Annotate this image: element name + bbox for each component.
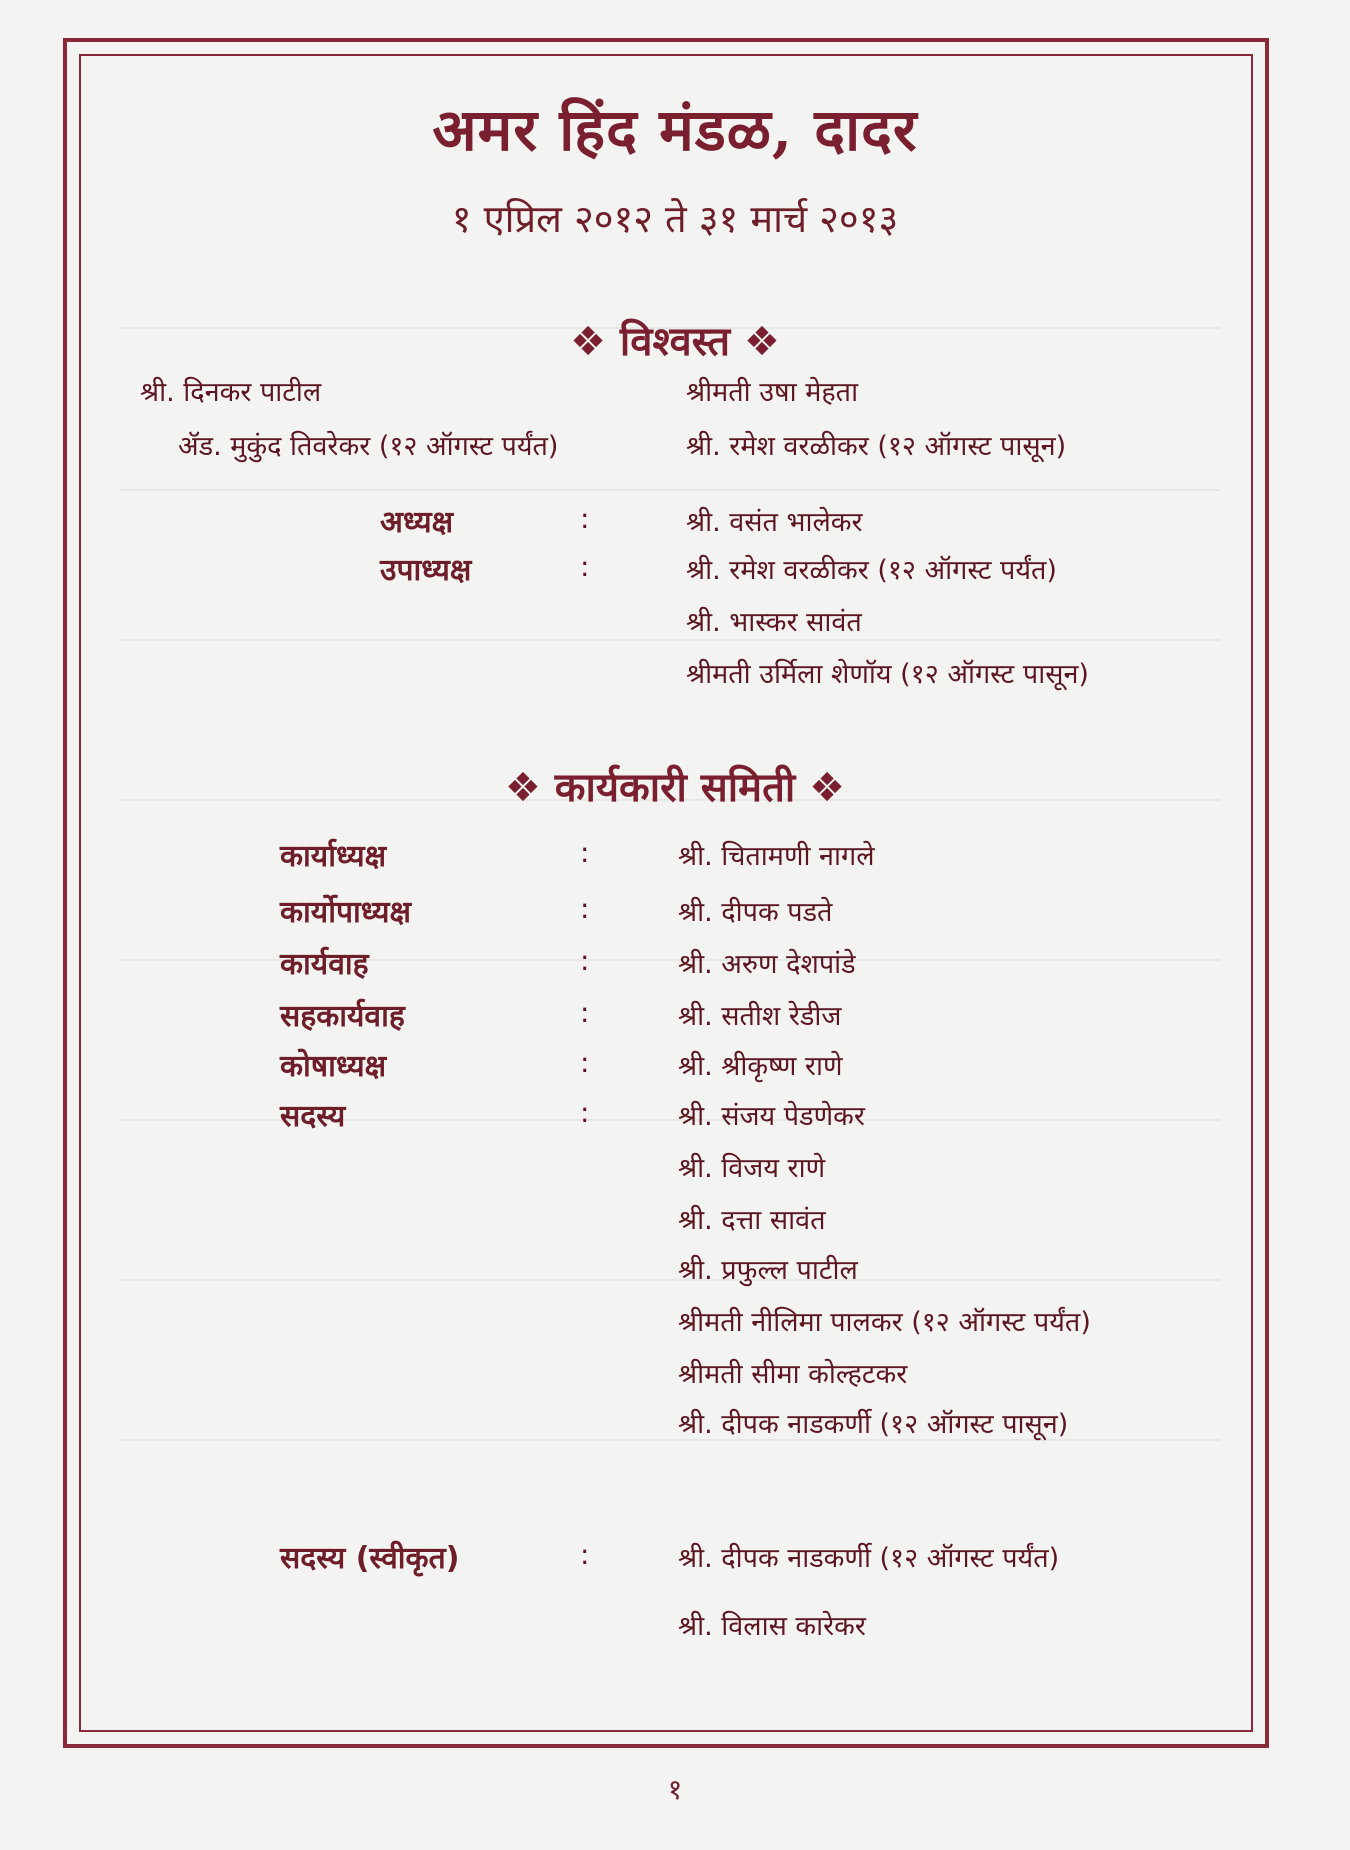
vice-president-name: श्रीमती उर्मिला शेणॉय (१२ ऑगस्ट पासून)	[686, 659, 1089, 690]
role-label: सदस्य	[280, 1099, 346, 1134]
colon: :	[580, 836, 590, 869]
vice-president-name: श्री. रमेश वरळीकर (१२ ऑगस्ट पर्यंत)	[686, 555, 1057, 586]
executive-committee-heading: ❖ कार्यकारी समिती ❖	[504, 765, 846, 811]
co-opted-member-name: श्री. दीपक नाडकर्णी (१२ ऑगस्ट पर्यंत)	[678, 1543, 1060, 1574]
role-label: कार्याध्यक्ष	[280, 839, 387, 874]
trustee-name: श्री. दिनकर पाटील	[140, 377, 322, 408]
role-label: सहकार्यवाह	[280, 999, 405, 1034]
colon: :	[580, 1538, 590, 1571]
president-name: श्री. वसंत भालेकर	[686, 507, 863, 538]
president-label: अध्यक्ष	[380, 505, 454, 540]
role-label: कार्योपाध्यक्ष	[280, 895, 411, 930]
member-name: श्री. दत्ता सावंत	[678, 1205, 826, 1236]
vice-president-name: श्री. भास्कर सावंत	[686, 607, 862, 638]
colon: :	[580, 1046, 590, 1079]
trustee-name: ॲड. मुकुंद तिवरेकर (१२ ऑगस्ट पर्यंत)	[178, 431, 559, 462]
page-number: १	[667, 1773, 683, 1806]
trustee-name: श्री. रमेश वरळीकर (१२ ऑगस्ट पासून)	[686, 431, 1067, 462]
trustees-heading: ❖ विश्वस्त ❖	[570, 319, 780, 365]
role-holder-name: श्री. संजय पेडणेकर	[678, 1101, 865, 1132]
member-name: श्री. प्रफुल्ल पाटील	[678, 1255, 858, 1286]
colon: :	[580, 944, 590, 977]
member-name: श्री. दीपक नाडकर्णी (१२ ऑगस्ट पासून)	[678, 1409, 1069, 1440]
member-name: श्री. विजय राणे	[678, 1153, 826, 1184]
role-label: कार्यवाह	[280, 947, 369, 982]
member-name: श्रीमती नीलिमा पालकर (१२ ऑगस्ट पर्यंत)	[678, 1307, 1091, 1338]
role-holder-name: श्री. दीपक पडते	[678, 897, 833, 928]
member-name: श्रीमती सीमा कोल्हटकर	[678, 1359, 908, 1390]
role-holder-name: श्री. श्रीकृष्ण राणे	[678, 1051, 843, 1082]
colon: :	[580, 502, 590, 535]
co-opted-member-name: श्री. विलास कारेकर	[678, 1611, 866, 1642]
document-title: अमर हिंद मंडळ, दादर	[432, 96, 918, 164]
role-holder-name: श्री. सतीश रेडीज	[678, 1001, 842, 1032]
colon: :	[580, 1096, 590, 1129]
role-holder-name: श्री. अरुण देशपांडे	[678, 949, 856, 980]
trustee-name: श्रीमती उषा मेहता	[686, 377, 859, 408]
colon: :	[580, 550, 590, 583]
colon: :	[580, 892, 590, 925]
co-opted-member-label: सदस्य (स्वीकृत)	[280, 1541, 460, 1576]
role-holder-name: श्री. चितामणी नागले	[678, 841, 875, 872]
colon: :	[580, 996, 590, 1029]
vice-president-label: उपाध्यक्ष	[380, 553, 472, 588]
role-label: कोषाध्यक्ष	[280, 1049, 387, 1084]
report-period: १ एप्रिल २०१२ ते ३१ मार्च २०१३	[451, 197, 899, 241]
